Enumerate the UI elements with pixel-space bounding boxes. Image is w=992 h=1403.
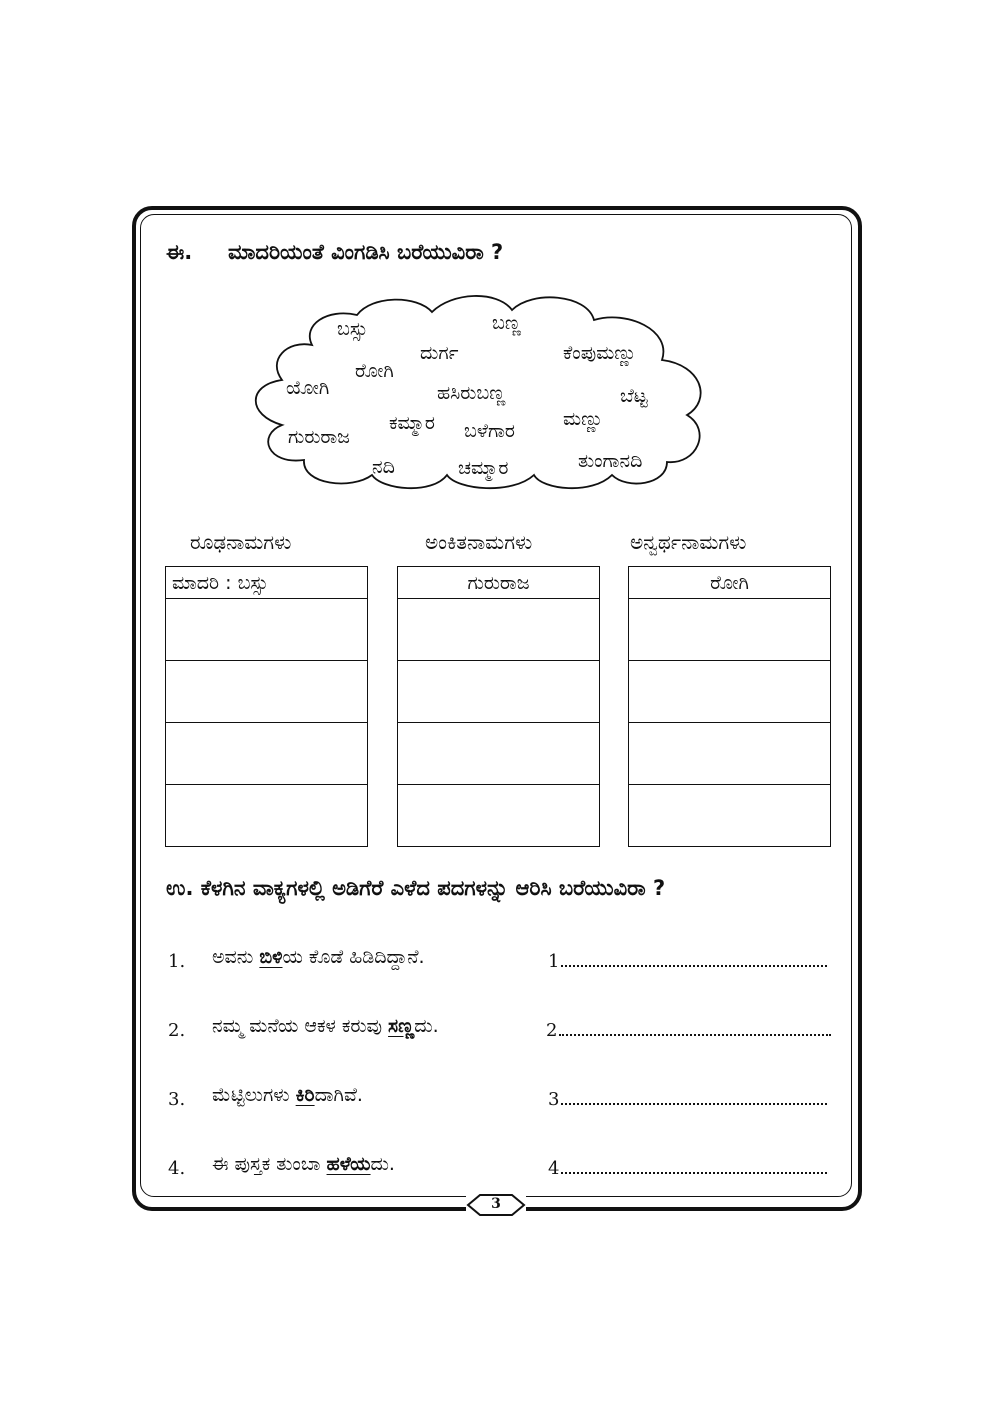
answer-cell[interactable] [166,785,368,847]
answer-cell[interactable] [398,599,600,661]
underlined-word: ಸಣ್ಣ [388,1015,415,1037]
section-ee-marker: ಈ. [166,240,193,264]
sorting-table-rudha [165,566,368,847]
question-number: 4. [168,1158,186,1179]
section-u-heading: ಉ. ಕೆಳಗಿನ ವಾಕ್ಯಗಳಲ್ಲಿ ಅಡಿಗೆರೆ ಎಳೆದ ಪದಗಳನ್ನು ಆರಿಸಿ ಬರೆಯುವಿರಾ ? [166,876,666,900]
question-text: ಅವನು ಬಿಳಿಯ ಕೊಡೆ ಹಿಡಿದಿದ್ದಾನೆ. [212,946,425,968]
cloud-word: ಮಣ್ಣು [563,408,604,430]
cloud-word: ಬೆಟ್ಟ [620,385,648,407]
cloud-word: ಬಳೆಗಾರ [464,420,515,442]
question-number: 3. [168,1089,186,1110]
answer-cell[interactable] [629,785,831,847]
cloud-word: ದುರ್ಗ [420,342,459,364]
cloud-word: ರೋಗಿ [355,360,394,382]
table-heading-ankita: ಅಂಕಿತನಾಮಗಳು [425,530,533,554]
section-ee-instruction: ಮಾದರಿಯಂತೆ ವಿಂಗಡಿಸಿ ಬರೆಯುವಿರಾ ? [228,240,504,264]
answer-line[interactable]: 3 [548,1089,827,1110]
answer-cell[interactable] [398,723,600,785]
cloud-word: ಬಸ್ಸು [337,318,368,340]
answer-cell[interactable] [398,785,600,847]
cloud-word: ತುಂಗಾನದಿ [578,450,643,472]
answer-line[interactable]: 2 [546,1020,831,1041]
answer-cell[interactable] [398,661,600,723]
cloud-word: ಚಮ್ಮಾರ [458,457,509,479]
table-heading-rudha: ರೂಢನಾಮಗಳು [190,530,292,554]
page-number-badge [466,1193,526,1217]
underlined-word: ಹಳೆಯ [326,1153,371,1175]
answer-cell[interactable] [629,599,831,661]
example-cell: ರೋಗಿ [629,567,831,599]
answer-line[interactable]: 4 [548,1158,827,1179]
answer-cell[interactable] [629,661,831,723]
underlined-word: ಕಿರಿ [295,1084,315,1106]
sorting-table-anvartha [628,566,831,847]
cloud-word: ಕೆಂಪುಮಣ್ಣು [563,342,637,364]
underlined-word: ಬಿಳಿ [259,946,283,968]
question-text: ನಮ್ಮ ಮನೆಯ ಆಕಳ ಕರುವು ಸಣ್ಣದು. [212,1015,439,1037]
cloud-word: ನದಿ [372,456,395,478]
answer-cell[interactable] [166,723,368,785]
cloud-word: ಯೋಗಿ [286,377,330,399]
question-number: 1. [168,951,186,972]
answer-cell[interactable] [166,661,368,723]
cloud-word: ಬಣ್ಣ [492,312,522,334]
answer-cell[interactable] [629,723,831,785]
cloud-word: ಕಮ್ಮಾರ [389,412,435,434]
section-ee-heading [166,240,503,265]
cloud-word: ಹಸಿರುಬಣ್ಣ [437,382,506,404]
sorting-table-ankita [397,566,600,847]
cloud-word: ಗುರುರಾಜ [288,426,350,448]
example-cell: ಗುರುರಾಜ [398,567,600,599]
table-heading-anvartha: ಅನ್ವರ್ಥನಾಮಗಳು [630,530,747,554]
answer-cell[interactable] [166,599,368,661]
question-text: ಮೆಟ್ಟಿಲುಗಳು ಕಿರಿದಾಗಿವೆ. [212,1084,363,1106]
question-number: 2. [168,1020,186,1041]
question-text: ಈ ಪುಸ್ತಕ ತುಂಬಾ ಹಳೆಯದು. [212,1153,395,1175]
answer-line[interactable]: 1 [548,951,827,972]
page-number: 3 [491,1196,501,1212]
example-cell: ಮಾದರಿ : ಬಸ್ಸು [166,567,368,599]
